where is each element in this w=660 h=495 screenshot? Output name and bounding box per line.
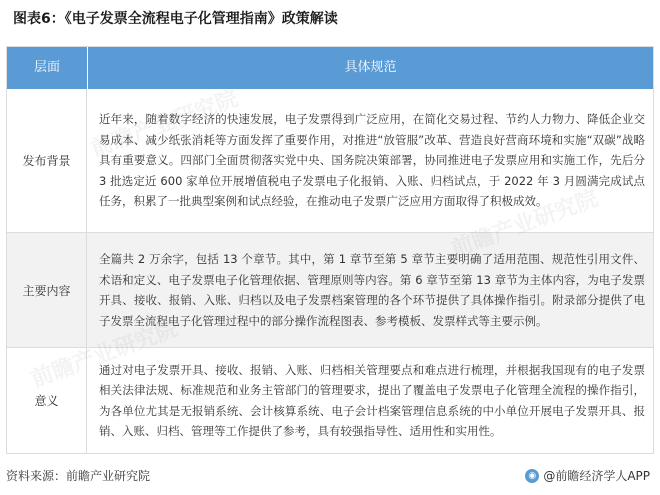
header-layer: 层面 (33, 60, 60, 75)
row-layer-label: 主要内容 (7, 233, 87, 347)
header-spec: 具体规范 (87, 47, 653, 89)
brand-credit (525, 465, 650, 487)
brand-text: @前瞻经济学人APP (543, 469, 650, 483)
row-spec-text (99, 89, 645, 232)
footer (6, 465, 654, 487)
spec-text: 近年来，随着数字经济的快速发展，电子发票得到广泛应用，在简化交易过程、节约人力物力、降低企业交易成本、减少纸张消耗等方面发挥了重要作用，对推进“放管服”改革、营造良好营商环境和实施“双碳”战略具有重要意义。四部门全面贯彻落实党中央、国务院决策部署，协同推进电子发票应用和实施工作，先后分 3 批选定近 600 家单位开展增值税电子发票电子化报销、入账、归档试点，于 2022 年 3 月圆满完成试点任务，积累了一批典型案例和试点经验，在推动电子发票广泛应用方面取得了积极成效。 (99, 112, 645, 209)
brand-logo-icon: ◉ (525, 469, 539, 483)
source-note: 资料来源：前瞻产业研究院 (6, 469, 151, 483)
table-row (7, 89, 653, 233)
table-row (7, 233, 653, 348)
spec-text: 全篇共 2 万余字，包括 13 个章节。其中，第 1 章节至第 5 章节主要明确了适用范围、规范性引用文件、术语和定义、电子发票电子化管理依据、管理原则等内容。第 6 章节至第 13 章节为主体内容，为电子发票开具、接收、报销、入账、归档以及电子发票档案管理的各个环节提供了具体操作指引。附录部分提供了电子发票全流程电子化管理过程中的部分操作流程图表、参考模板、发票样式等主要示例。 (99, 252, 645, 328)
table-header (7, 47, 653, 89)
spec-text: 通过对电子发票开具、接收、报销、入账、归档相关管理要点和难点进行梳理，并根据我国现有的电子发票相关法律法规、标准规范和业务主管部门的管理要求，提出了覆盖电子发票电子化管理全流程的操作指引，为各单位尤其是无报销系统、会计核算系统、电子会计档案管理信息系统的中小单位开展电子发票开具、报销、入账、归档、管理等工作提供了参考，具有较强指导性、适用性和实用性。 (99, 362, 645, 438)
row-layer-label: 意义 (7, 348, 87, 453)
row-layer-label: 发布背景 (7, 89, 87, 232)
row-spec-text (99, 233, 645, 347)
page-title: 图表6：《电子发票全流程电子化管理指南》政策解读 (13, 11, 338, 27)
table-row (7, 348, 653, 453)
row-spec-text (99, 348, 645, 453)
policy-table (6, 46, 654, 454)
